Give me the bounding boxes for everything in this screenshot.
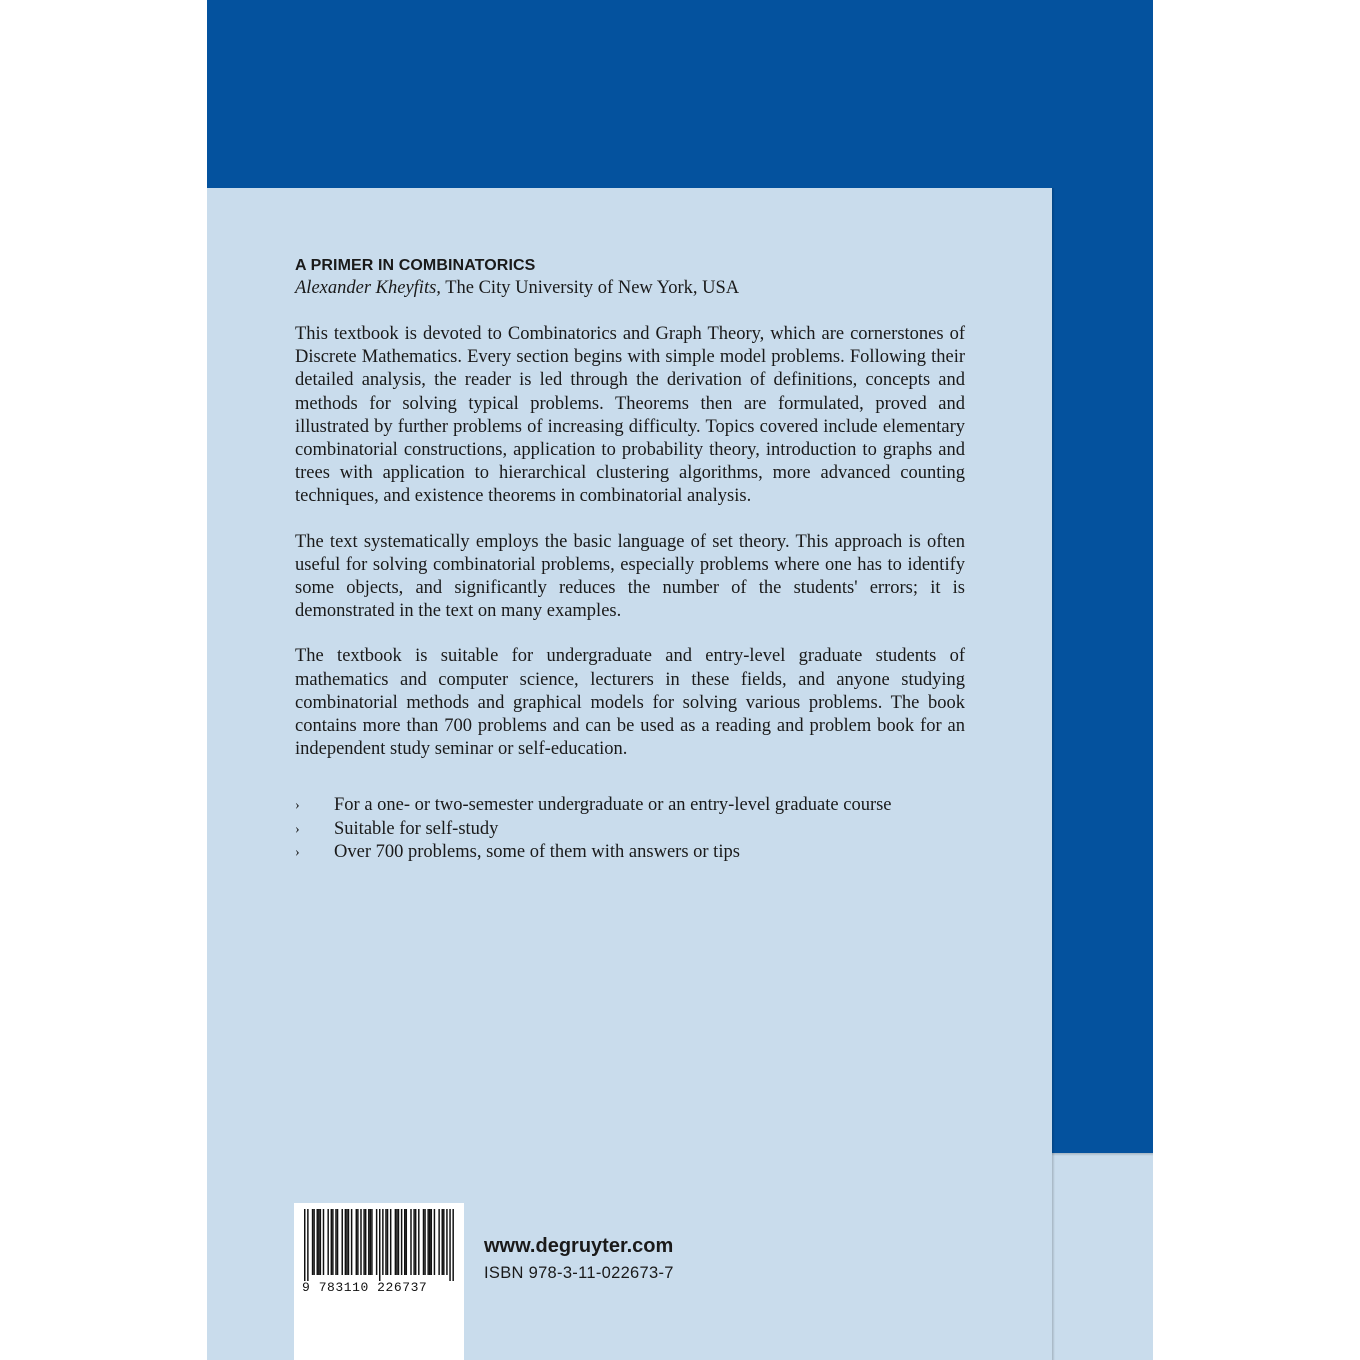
barcode-bar [415,1209,416,1275]
description-paragraph-3: The textbook is suitable for undergraduate and entry-level graduate students of mathematics and computer science, lecturers in these fields, and anyone studying combinatorial methods and graphical models for solving various problems. The book contains more than 700 problems and can be used as a reading and problem book for an independent study seminar or self-education. [295,646,965,760]
barcode-bar [365,1209,366,1275]
barcode-bar [385,1209,386,1275]
feature-text: Over 700 problems, some of them with answers or tips [334,841,740,862]
barcode-bar [446,1209,447,1275]
panel-shadow-bottom [1052,1153,1153,1156]
barcode-bar [434,1209,435,1275]
feature-item [295,794,975,817]
barcode-bar [431,1209,432,1275]
barcode-digits: 9 783110 226737 [302,1280,428,1295]
barcode-bar [387,1209,388,1275]
barcode-bar [449,1209,450,1281]
blue-right-band [1052,0,1153,1153]
barcode-bar [410,1209,411,1275]
barcode-bar [423,1209,424,1275]
barcode-bar [313,1209,314,1275]
blurb [295,256,975,864]
blue-top-band [207,0,1153,188]
barcode-bar [413,1209,414,1275]
barcode-bar [335,1209,336,1275]
book-title: A PRIMER IN COMBINATORICS [295,257,536,274]
barcode-bar [331,1209,332,1275]
publisher-website[interactable]: www.degruyter.com [484,1235,674,1257]
barcode-bar [379,1209,380,1281]
barcode-bar [356,1209,357,1275]
barcode-bar [443,1209,444,1275]
barcode-bar [360,1209,361,1275]
barcode-bar [351,1209,352,1275]
barcode-bar [418,1209,419,1275]
barcode-bar [363,1209,364,1275]
barcode-bar [323,1209,324,1275]
chevron-right-icon: › [295,844,300,860]
barcode-bar [382,1209,383,1275]
barcode-bar [406,1209,407,1275]
barcode-bar [312,1209,313,1275]
barcode-bar [401,1209,402,1275]
barcode-bar [452,1209,453,1281]
description-paragraph-1: This textbook is devoted to Combinatorics and Graph Theory, which are cornerstones of Discrete Mathematics. Every section begins with simple model problems. Following their detailed analysis, the reader is led through the derivation of definitions, concepts and methods for solving typical problems. Theorems then are formulated, proved and illustrated by further problems of increasing difficulty. Topics covered include elementary combinatorial constructions, application to probability theory, introduction to graphs and trees with application to hierarchical clustering algorithms, more advanced counting techniques, and existence theorems in combinatorial analysis. [295,324,965,507]
publisher-info [484,1234,674,1284]
barcode-bar [327,1209,328,1275]
barcode-bar [376,1209,377,1275]
panel-shadow [1052,188,1055,1360]
chevron-right-icon: › [295,798,300,814]
barcode-bar [371,1209,372,1275]
author-line [295,277,975,300]
barcode-bar [427,1209,428,1275]
barcode-bar [332,1209,333,1275]
feature-text: Suitable for self-study [334,818,499,839]
barcode-bar [318,1209,319,1275]
feature-list [295,794,975,864]
isbn-number: ISBN 978-3-11-022673-7 [484,1264,674,1282]
barcode-bar [345,1209,346,1275]
barcode-bar [442,1209,443,1275]
barcode-bar [346,1209,347,1275]
barcode-bar [357,1209,358,1275]
barcode-bar [348,1209,349,1275]
barcode-bar [438,1209,439,1275]
barcode-bar [429,1209,430,1275]
barcode-bar [307,1209,308,1281]
barcode-bar [390,1209,391,1275]
barcode-bar [337,1209,338,1275]
feature-item [295,818,975,841]
barcode-bar [370,1209,371,1275]
barcode-bar [320,1209,321,1275]
barcode-panel [294,1203,464,1360]
author-affiliation: The City University of New York, USA [445,278,740,298]
barcode-bar [398,1209,399,1275]
barcode-icon [304,1209,454,1281]
chevron-right-icon: › [295,821,300,837]
barcode-bar [404,1209,405,1275]
barcode-bar [317,1209,318,1275]
feature-item [295,841,975,864]
barcode-bar [395,1209,396,1275]
barcode-bar [368,1209,369,1275]
barcode-bar [342,1209,343,1275]
barcode-bar [304,1209,305,1281]
barcode-bar [424,1209,425,1275]
author-name: Alexander Kheyfits, [295,278,441,298]
description-paragraph-2: The text systematically employs the basic language of set theory. This approach is often useful for solving combinatorial problems, especially problems where one has to identify some objects, and significantly reduces the number of the students' errors; it is demonstrated in the text on many examples. [295,531,965,622]
barcode-bar [396,1209,397,1275]
feature-text: For a one- or two-semester undergraduate or an entry-level graduate course [334,795,892,816]
